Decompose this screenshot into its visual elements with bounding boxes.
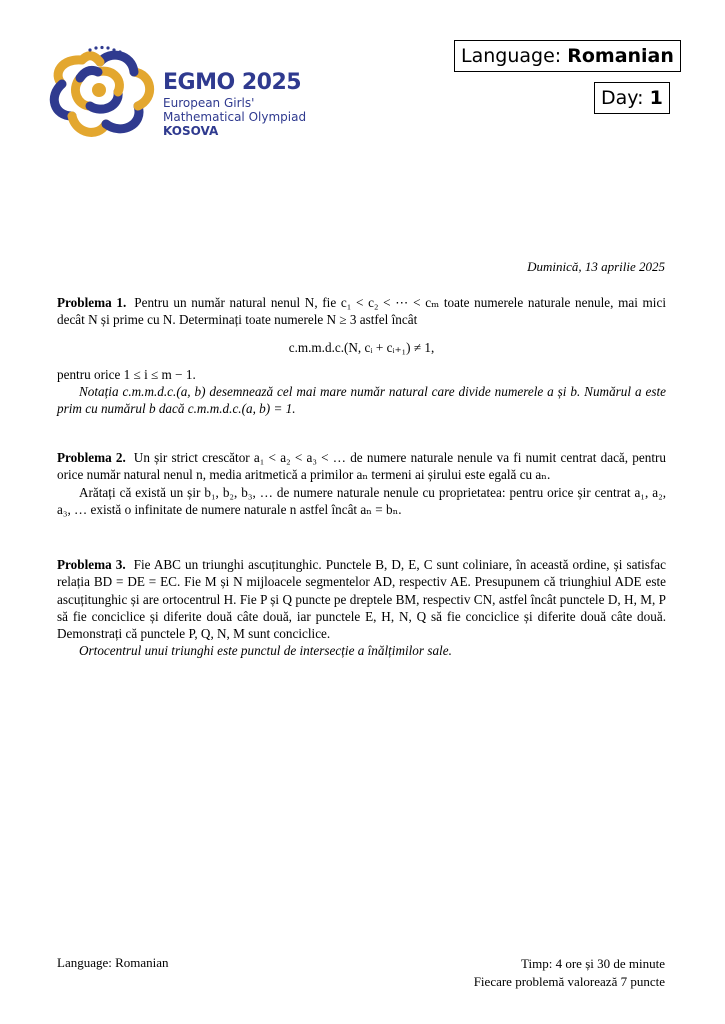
problem-1-note: Notația c.m.m.d.c.(a, b) desemnează cel mai mare număr natural care divide numerele a și b. Numărul a este prim cu numărul b dacă c.m.m.d.c.(a, b) = 1.: [57, 384, 666, 417]
day-value: 1: [649, 87, 663, 109]
problem-3: [57, 556, 666, 660]
problem-2-label: Problema 2.: [57, 450, 126, 465]
problem-1-statement: [57, 294, 666, 329]
brand-title: EGMO 2025: [163, 70, 302, 95]
footer-points: Fiecare problemă valorează 7 puncte: [473, 974, 665, 989]
brand-block: [163, 70, 306, 139]
footer-time: Timp: 4 ore și 30 de minute: [521, 956, 665, 971]
footer-language: Language: Romanian: [57, 955, 169, 970]
footer-info: [474, 955, 665, 991]
problem-1: [57, 294, 666, 418]
problem-1-label: Problema 1.: [57, 295, 127, 310]
problem-3-statement: [57, 556, 666, 642]
egmo-logo: [40, 44, 162, 144]
brand-line-2: Mathematical Olympiad: [163, 110, 307, 124]
problem-1-condition: pentru orice 1 ≤ i ≤ m − 1.: [57, 366, 196, 382]
day-label: Day:: [601, 87, 644, 109]
exam-date: Duminică, 13 aprilie 2025: [527, 259, 665, 274]
problem-1-formula: c.m.m.d.c.(N, cᵢ + cᵢ₊₁) ≠ 1,: [288, 339, 435, 355]
problem-2-statement: [57, 449, 666, 484]
problem-1-text: Pentru un număr natural nenul N, fie c₁ < c₂ < ⋯ < cₘ toate numerele naturale nenule, mai mici decât N și prime cu N. Determinați toate numerele N ≥ 3 astfel încât: [57, 295, 666, 328]
brand-line-1: European Girls': [163, 96, 255, 110]
problem-3-text: Fie ABC un triunghi ascuțitunghic. Punctele B, D, E, C sunt coliniare, în această ordine, și satisfac relația BD = DE = EC. Fie M și N mijloacele segmentelor AD, respectiv AE. Presupunem că triunghiul ADE este ascuțitunghic și are ortocentrul H. Fie P și Q puncte pe dreptele BM, respectiv CN, astfel încât punctele D, H, M, P să fie conciclice și diferite două câte două, iar punctele E, H, N, Q să fie conciclice și diferite două câte două. Demonstrați că punctele P, Q, N, M sunt conciclice.: [57, 557, 666, 642]
language-box: [454, 40, 681, 72]
problem-3-label: Problema 3.: [57, 557, 126, 572]
problem-2-task: Arătați că există un șir b₁, b₂, b₃, … de numere naturale nenule cu proprietatea: pentru orice șir centrat a₁, a₂, a₃, … există o infinitate de numere naturale n astfel încât aₙ = bₙ.: [57, 484, 666, 517]
problem-2: [57, 449, 666, 518]
language-label: Language:: [461, 45, 562, 67]
problem-2-text: Un șir strict crescător a₁ < a₂ < a₃ < … de numere naturale nenule va fi numit centrat dacă, pentru orice număr natural nenul n, media aritmetică a primilor aₙ termeni ai șirului este egală cu aₙ.: [57, 450, 666, 483]
brand-host: KOSOVA: [163, 124, 219, 138]
day-box: [594, 82, 670, 114]
problem-3-note: Ortocentrul unui triunghi este punctul de intersecție a înălțimilor sale.: [79, 643, 452, 659]
language-value: Romanian: [567, 45, 674, 67]
